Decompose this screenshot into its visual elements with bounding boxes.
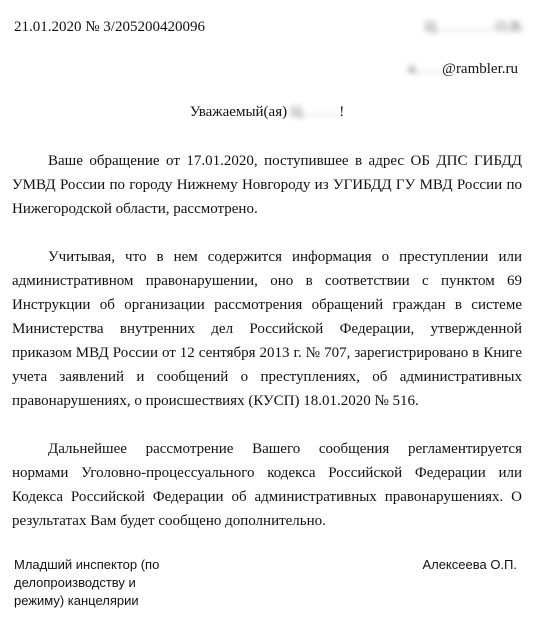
- body-paragraph-1: Ваше обращение от 17.01.2020, поступившее в адрес ОБ ДПС ГИБДД УМВД России по городу Нижнему Новгороду из УГИБДД ГУ МВД России по Нижегородской области, рассмотрено.: [12, 153, 522, 217]
- body-paragraph-3: Дальнейшее рассмотрение Вашего сообщения регламентируется нормами Уголовно-процессуального кодекса Российской Федерации или Кодекса Российской Федерации об административных правонарушениях. О результатах Вам будет сообщено дополнительно.: [12, 441, 522, 529]
- recipient-name-redacted: Ц. . . . . . . . О.В.: [425, 19, 525, 35]
- greeting-prefix: Уважаемый(ая): [189, 104, 288, 120]
- signatory-name: Алексеева О.П.: [422, 557, 517, 572]
- document-reference: 21.01.2020 № 3/205200420096: [14, 19, 205, 35]
- signatory-position: Младший инспектор (по делопроизводству и режиму) канцелярии: [14, 557, 160, 608]
- greeting-suffix: !: [339, 104, 345, 120]
- email-local-redacted: к. . . .: [408, 61, 443, 77]
- body-paragraph-2: Учитывая, что в нем содержится информация о преступлении или административном правонарушении, оно в соответствии с пунктом 69 Инструкции об организации рассмотрения обращений граждан в системе Министерства внутренних дел Российской Федерации, утвержденной приказом МВД России от 12 сентября 2013 г. № 707, зарегистрировано в Книге учета заявлений и сообщений о преступлениях, об административных правонарушениях, о происшествиях (КУСП) 18.01.2020 № 516.: [12, 249, 522, 409]
- email-domain: @rambler.ru: [442, 61, 518, 77]
- recipient-email: [409, 61, 518, 78]
- greeting-name-redacted: Ц. . . . .: [290, 104, 336, 120]
- greeting: [0, 104, 534, 121]
